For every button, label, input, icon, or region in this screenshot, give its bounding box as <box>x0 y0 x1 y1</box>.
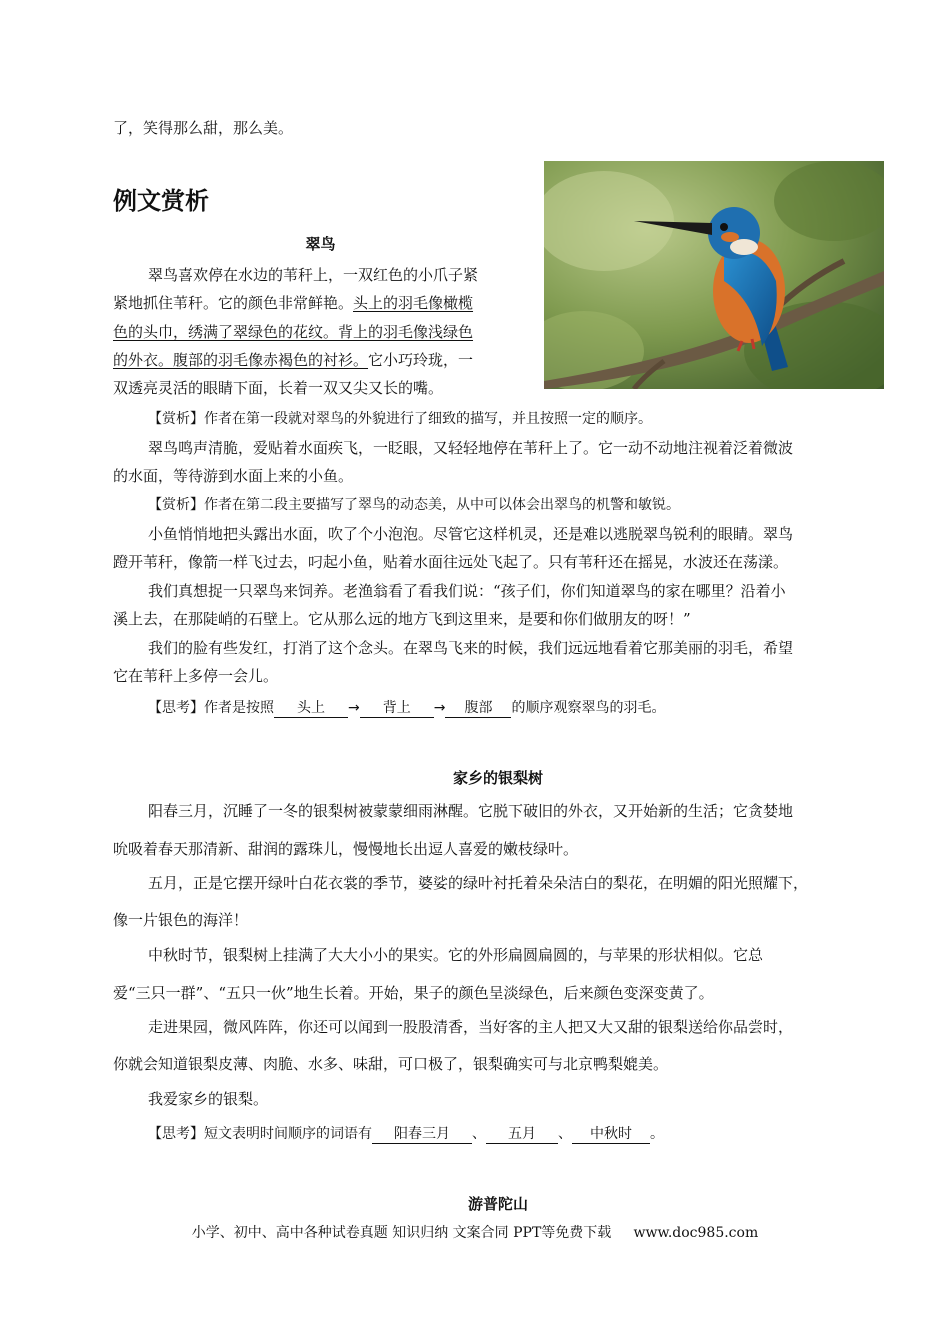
answer-blank: 腹部 <box>445 699 511 718</box>
paragraph-line: 它在苇秆上多停一会儿。 <box>113 667 279 685</box>
paragraph-line: 你就会知道银梨皮薄、肉脆、水多、味甜，可口极了，银梨确实可与北京鸭梨媲美。 <box>113 1055 669 1073</box>
paragraph-line: 五月，正是它摆开绿叶白花衣裳的季节，婆娑的绿叶衬托着朵朵洁白的梨花，在明媚的阳光照耀下， <box>148 874 809 892</box>
paragraph-line: 溪上去，在那陡峭的石壁上。它从那么远的地方飞到这里来，是要和你们做朋友的呀！” <box>113 610 691 628</box>
answer-blank: 中秋时 <box>572 1125 650 1144</box>
paragraph-line: 翠鸟鸣声清脆，爱贴着水面疾飞，一眨眼，又轻轻地停在苇秆上了。它一动不动地注视着泛着微波 <box>148 439 794 457</box>
paragraph-line: 像一片银色的海洋！ <box>113 911 249 929</box>
think-question-kingfisher: 【思考】作者是按照 头上 → 背上 → 腹部 的顺序观察翠鸟的羽毛。 <box>148 700 666 716</box>
think-question-pear-tree: 【思考】短文表明时间顺序的词语有 阳春三月 、 五月 、 中秋时 。 <box>148 1126 664 1142</box>
story-title-kingfisher: 翠鸟 <box>305 235 336 253</box>
paragraph-line: 我爱家乡的银梨。 <box>148 1090 269 1108</box>
page-footer: 小学、初中、高中各种试卷真题 知识归纳 文案合同 PPT等免费下载 www.doc985.com <box>191 1225 759 1241</box>
answer-blank: 头上 <box>274 699 348 718</box>
kingfisher-photo <box>544 161 884 389</box>
paragraph-line: 双透亮灵活的眼睛下面，长着一双又尖又长的嘴。 <box>113 379 444 397</box>
story-title-putuo: 游普陀山 <box>467 1195 528 1213</box>
paragraph-line: 我们真想捉一只翠鸟来饲养。老渔翁看了看我们说：“孩子们，你们知道翠鸟的家在哪里？沿着小 <box>148 582 786 600</box>
paragraph-line: 翠鸟喜欢停在水边的苇秆上，一双红色的小爪子紧 <box>148 266 479 284</box>
paragraph-line: 我们的脸有些发红，打消了这个念头。在翠鸟飞来的时候，我们远远地看着它那美丽的羽毛，希望 <box>148 639 794 657</box>
underlined-text: 的外衣。腹部的羽毛像赤褐色的衬衫。 <box>113 351 369 369</box>
paragraph-line: 阳春三月，沉睡了一冬的银梨树被蒙蒙细雨淋醒。它脱下破旧的外衣，又开始新的生活；它贪婪地 <box>148 802 794 820</box>
answer-blank: 背上 <box>360 699 434 718</box>
answer-blank: 阳春三月 <box>372 1125 472 1144</box>
analysis-note: 【赏析】作者在第二段主要描写了翠鸟的动态美，从中可以体会出翠鸟的机警和敏锐。 <box>148 497 680 513</box>
paragraph-line: 中秋时节，银梨树上挂满了大大小小的果实。它的外形扁圆扁圆的，与苹果的形状相似。它总 <box>148 946 764 964</box>
paragraph-line: 小鱼悄悄地把头露出水面，吹了个小泡泡。尽管它这样机灵，还是难以逃脱翠鸟锐利的眼睛。翠鸟 <box>148 525 794 543</box>
continued-text: 了，笑得那么甜，那么美。 <box>113 119 294 137</box>
paragraph-line: 的外衣。腹部的羽毛像赤褐色的衬衫。它小巧玲珑，一 <box>113 351 474 369</box>
underlined-text: 头上的羽毛像橄榄 <box>353 294 474 312</box>
section-title: 例文赏析 <box>113 187 209 215</box>
analysis-note: 【赏析】作者在第一段就对翠鸟的外貌进行了细致的描写，并且按照一定的顺序。 <box>148 411 652 427</box>
paragraph-line: 蹬开苇秆，像箭一样飞过去，叼起小鱼，贴着水面往远处飞起了。只有苇秆还在摇晃，水波还在荡漾。 <box>113 553 789 571</box>
paragraph-line: 的水面，等待游到水面上来的小鱼。 <box>113 467 354 485</box>
answer-blank: 五月 <box>486 1125 558 1144</box>
paragraph-line: 吮吸着春天那清新、甜润的露珠儿，慢慢地长出逗人喜爱的嫩枝绿叶。 <box>113 840 579 858</box>
paragraph-line: 紧地抓住苇秆。它的颜色非常鲜艳。头上的羽毛像橄榄 <box>113 294 474 312</box>
story-title-pear-tree: 家乡的银梨树 <box>452 769 543 787</box>
underlined-text: 色的头巾，绣满了翠绿色的花纹。背上的羽毛像浅绿色 <box>113 323 474 341</box>
paragraph-line: 爱“三只一群”、“五只一伙”地生长着。开始，果子的颜色呈淡绿色，后来颜色变深变黄了。 <box>113 984 714 1002</box>
paragraph-line: 走进果园，微风阵阵，你还可以闻到一股股清香，当好客的主人把又大又甜的银梨送给你品尝时， <box>148 1018 794 1036</box>
